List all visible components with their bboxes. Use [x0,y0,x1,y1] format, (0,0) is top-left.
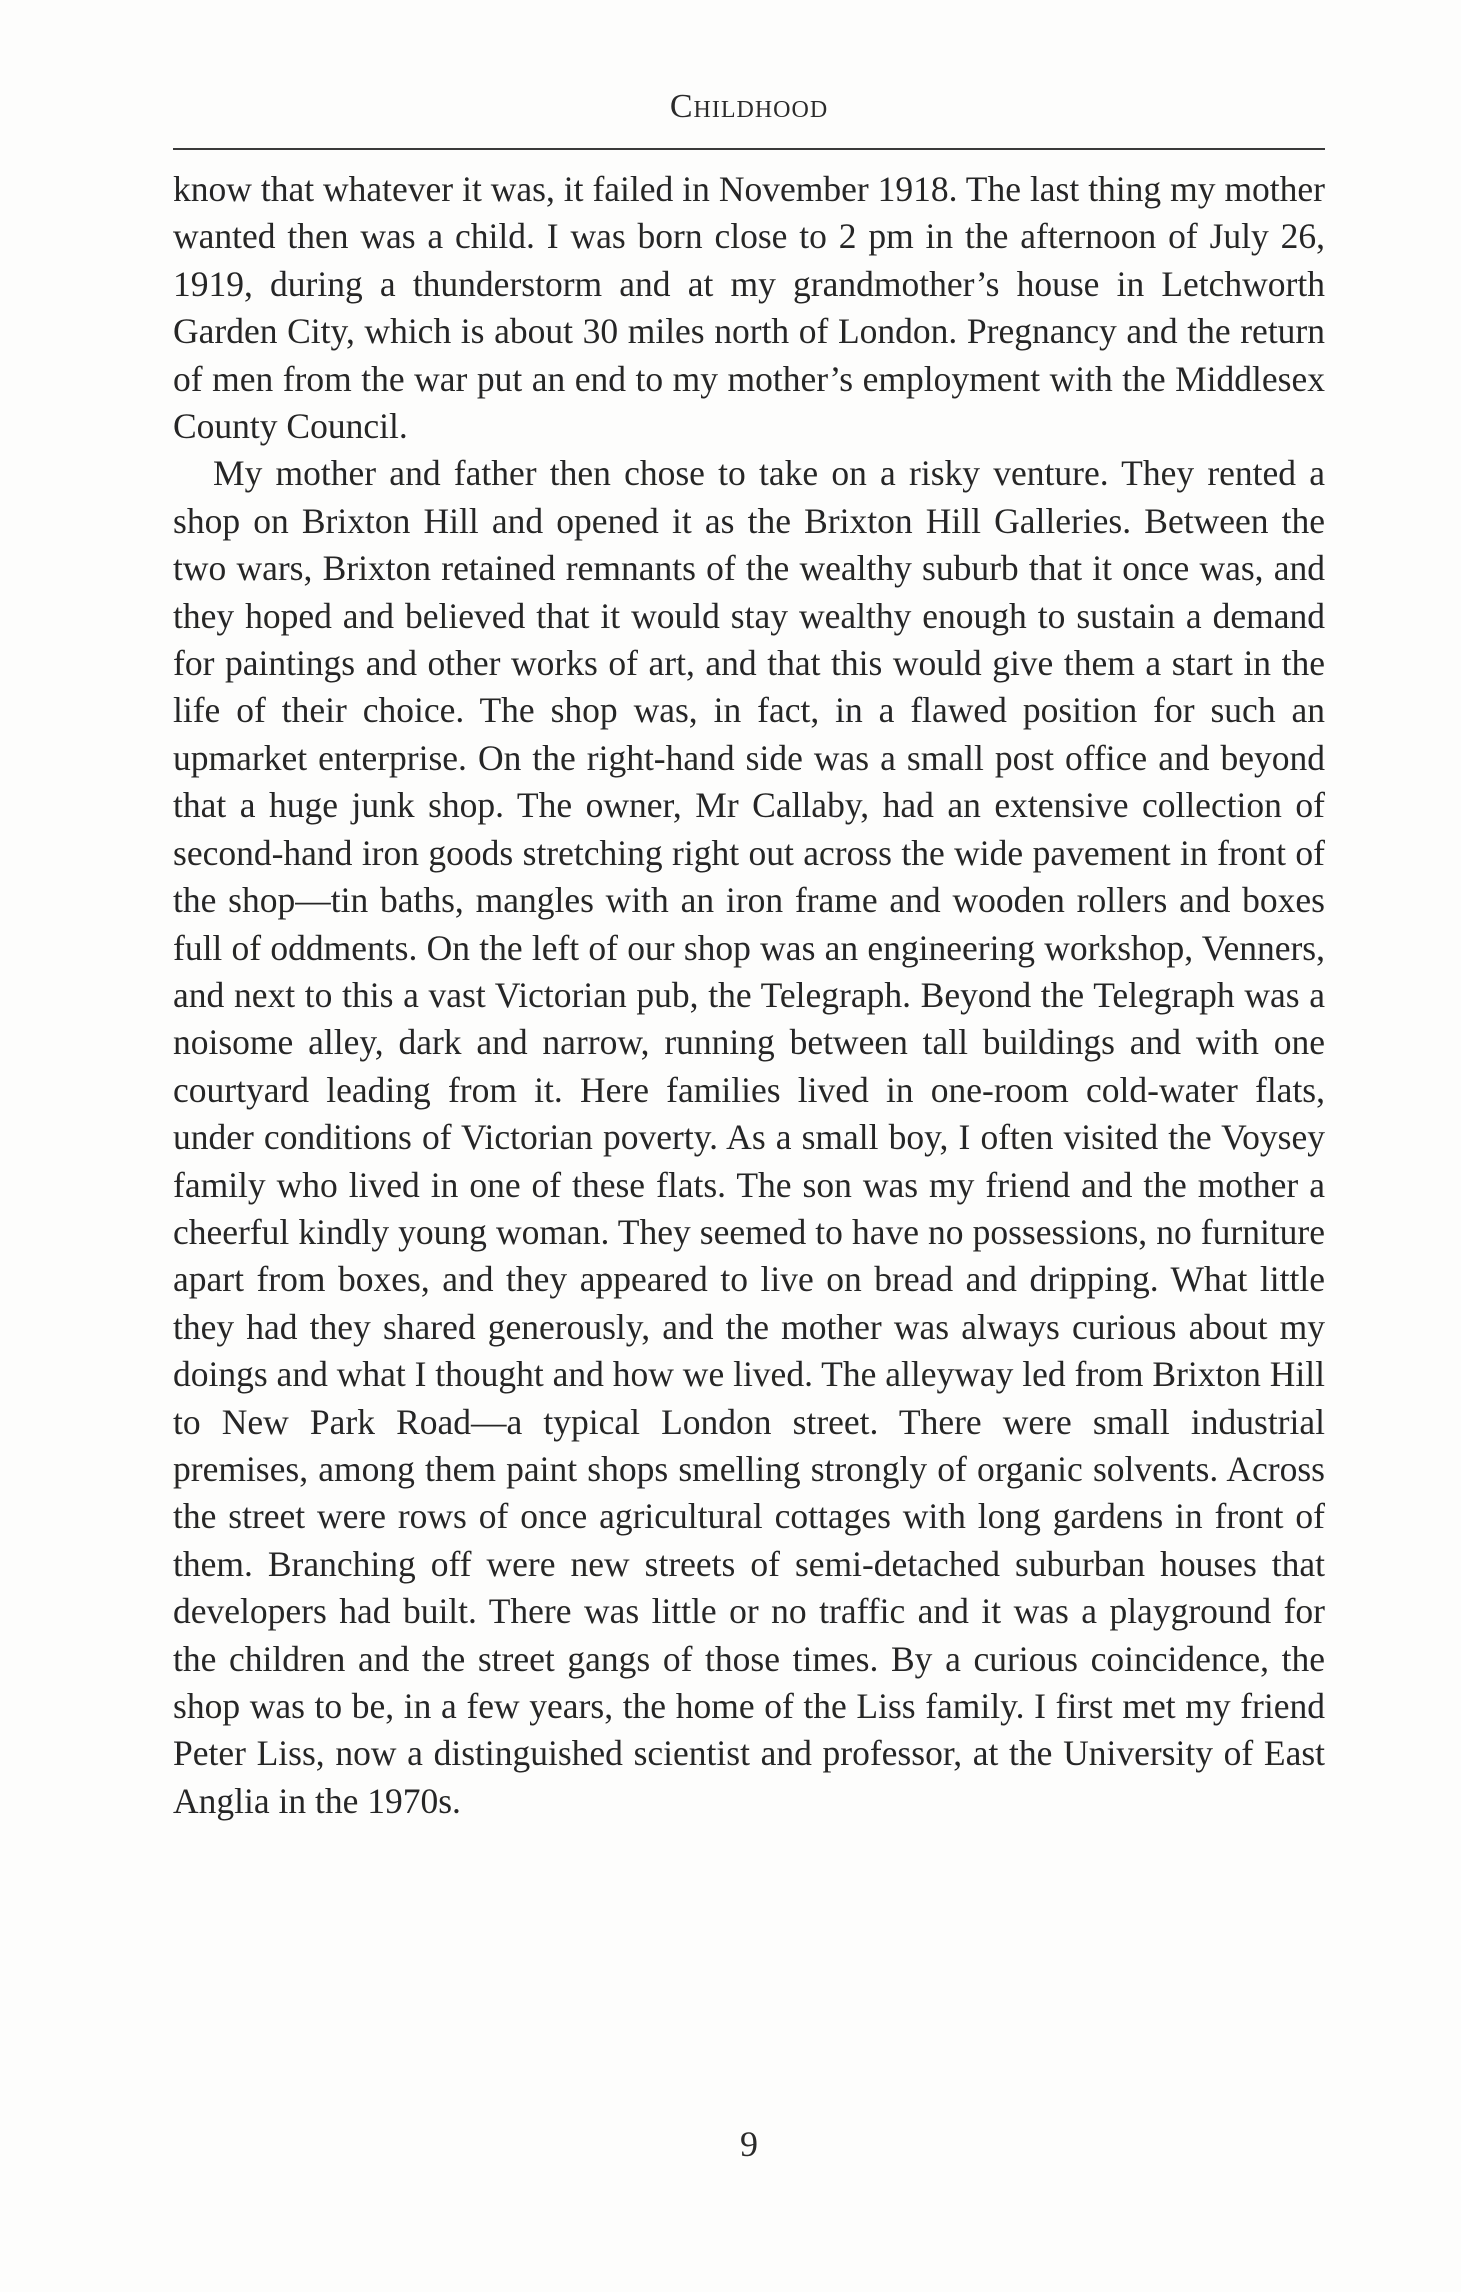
body-text [173,166,1325,1825]
header-rule [173,148,1325,150]
paragraph-2: My mother and father then chose to take on a risky venture. They rented a shop on Brixton Hill and opened it as the Brixton Hill Galleries. Between the two wars, Brixton retained remnants of the wealthy suburb that it once was, and they hoped and believed that it would stay wealthy enough to sustain a demand for paintings and other works of art, and that this would give them a start in the life of their choice. The shop was, in fact, in a flawed position for such an upmarket enterprise. On the right-hand side was a small post office and beyond that a huge junk shop. The owner, Mr Callaby, had an extensive collection of second-hand iron goods stretching right out across the wide pavement in front of the shop—tin baths, mangles with an iron frame and wooden rollers and boxes full of oddments. On the left of our shop was an engineering workshop, Venners, and next to this a vast Victorian pub, the Telegraph. Beyond the Telegraph was a noisome alley, dark and narrow, running between tall buildings and with one courtyard leading from it. Here families lived in one-room cold-water flats, under conditions of Victorian poverty. As a small boy, I often visited the Voysey family who lived in one of these flats. The son was my friend and the mother a cheerful kindly young woman. They seemed to have no possessions, no furniture apart from boxes, and they appeared to live on bread and dripping. What little they had they shared generously, and the mother was always curious about my doings and what I thought and how we lived. The alleyway led from Brixton Hill to New Park Road—a typical London street. There were small industrial premises, among them paint shops smelling strongly of organic solvents. Across the street were rows of once agricultural cottages with long gardens in front of them. Branching off were new streets of semi-detached suburban houses that developers had built. There was little or no traffic and it was a playground for the children and the street gangs of those times. By a curious coincidence, the shop was to be, in a few years, the home of the Liss family. I first met my friend Peter Liss, now a distinguished scientist and professor, at the University of East Anglia in the 1970s. [173,453,1325,1821]
running-head: Childhood [669,88,829,125]
page-number: 9 [740,2124,758,2164]
paragraph-1: know that whatever it was, it failed in November 1918. The last thing my mother wanted then was a child. I was born close to 2 pm in the afternoon of July 26, 1919, during a thunderstorm and at my grandmother’s house in Letchworth Garden City, which is about 30 miles north of London. Pregnancy and the return of men from the war put an end to my mother’s employment with the Middlesex County Council. [173,169,1325,447]
